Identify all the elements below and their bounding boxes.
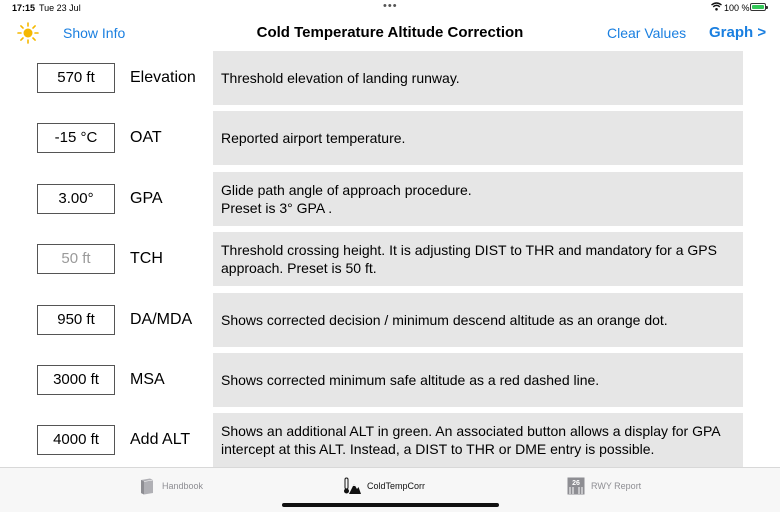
- graph-button[interactable]: Graph >: [709, 24, 767, 41]
- add-alt-label: Add ALT: [130, 431, 191, 448]
- elevation-description: Threshold elevation of landing runway.: [213, 51, 743, 105]
- tab-coldtempcorr[interactable]: [343, 476, 425, 496]
- row-oat: [0, 111, 780, 165]
- home-indicator[interactable]: [282, 503, 499, 507]
- gpa-description: Glide path angle of approach procedure. Preset is 3° GPA .: [213, 172, 743, 226]
- status-time: 17:15: [12, 3, 36, 13]
- show-info-button[interactable]: Show Info: [63, 25, 126, 41]
- add-alt-input[interactable]: 4000 ft: [37, 425, 115, 455]
- tch-label: TCH: [130, 250, 163, 267]
- msa-input[interactable]: 3000 ft: [37, 365, 115, 395]
- gpa-input[interactable]: 3.00°: [37, 184, 115, 214]
- elevation-input[interactable]: 570 ft: [37, 63, 115, 93]
- row-gpa: [0, 172, 780, 226]
- oat-label: OAT: [130, 129, 162, 146]
- navigation-bar: [0, 16, 780, 50]
- oat-description: Reported airport temperature.: [213, 111, 743, 165]
- da-mda-description: Shows corrected decision / minimum descend altitude as an orange dot.: [213, 293, 743, 347]
- tab-rwy-report-label: RWY Report: [591, 481, 642, 491]
- input-list: [0, 50, 780, 467]
- tab-coldtempcorr-label: ColdTempCorr: [367, 481, 426, 491]
- book-icon: [138, 477, 156, 495]
- msa-description: Shows corrected minimum safe altitude as a red dashed line.: [213, 353, 743, 407]
- row-msa: [0, 353, 780, 407]
- add-alt-description: Shows an additional ALT in green. An associated button allows a display for GPA intercept at this ALT. Instead, a DIST to THR or DME entry is possible.: [213, 413, 743, 467]
- thermometer-mountain-icon: [343, 477, 361, 495]
- tch-description: Threshold crossing height. It is adjusting DIST to THR and mandatory for a GPS approach. Preset is 50 ft.: [213, 232, 743, 286]
- page-title: Cold Temperature Altitude Correction: [256, 24, 524, 41]
- wifi-icon: [711, 2, 722, 11]
- oat-input[interactable]: -15 °C: [37, 123, 115, 153]
- tab-rwy-report[interactable]: [567, 476, 641, 496]
- gpa-label: GPA: [130, 190, 163, 207]
- msa-label: MSA: [130, 371, 165, 388]
- battery-icon: [750, 3, 766, 11]
- row-da-mda: [0, 293, 780, 347]
- elevation-label: Elevation: [130, 69, 196, 86]
- status-date: Tue 23 Jul: [39, 3, 81, 13]
- multitasking-dots-icon[interactable]: •••: [383, 0, 398, 12]
- row-add-alt: [0, 413, 780, 467]
- runway-badge-number: 26: [572, 480, 580, 487]
- tch-input[interactable]: 50 ft: [37, 244, 115, 274]
- tab-handbook-label: Handbook: [162, 481, 204, 491]
- battery-percent: 100 %: [724, 3, 750, 13]
- runway-report-icon: [567, 477, 585, 495]
- da-mda-input[interactable]: 950 ft: [37, 305, 115, 335]
- tab-handbook[interactable]: [138, 476, 203, 496]
- da-mda-label: DA/MDA: [130, 311, 193, 328]
- clear-values-button[interactable]: Clear Values: [607, 25, 687, 41]
- status-bar: [0, 0, 780, 16]
- row-elevation: [0, 51, 780, 105]
- row-tch: [0, 232, 780, 286]
